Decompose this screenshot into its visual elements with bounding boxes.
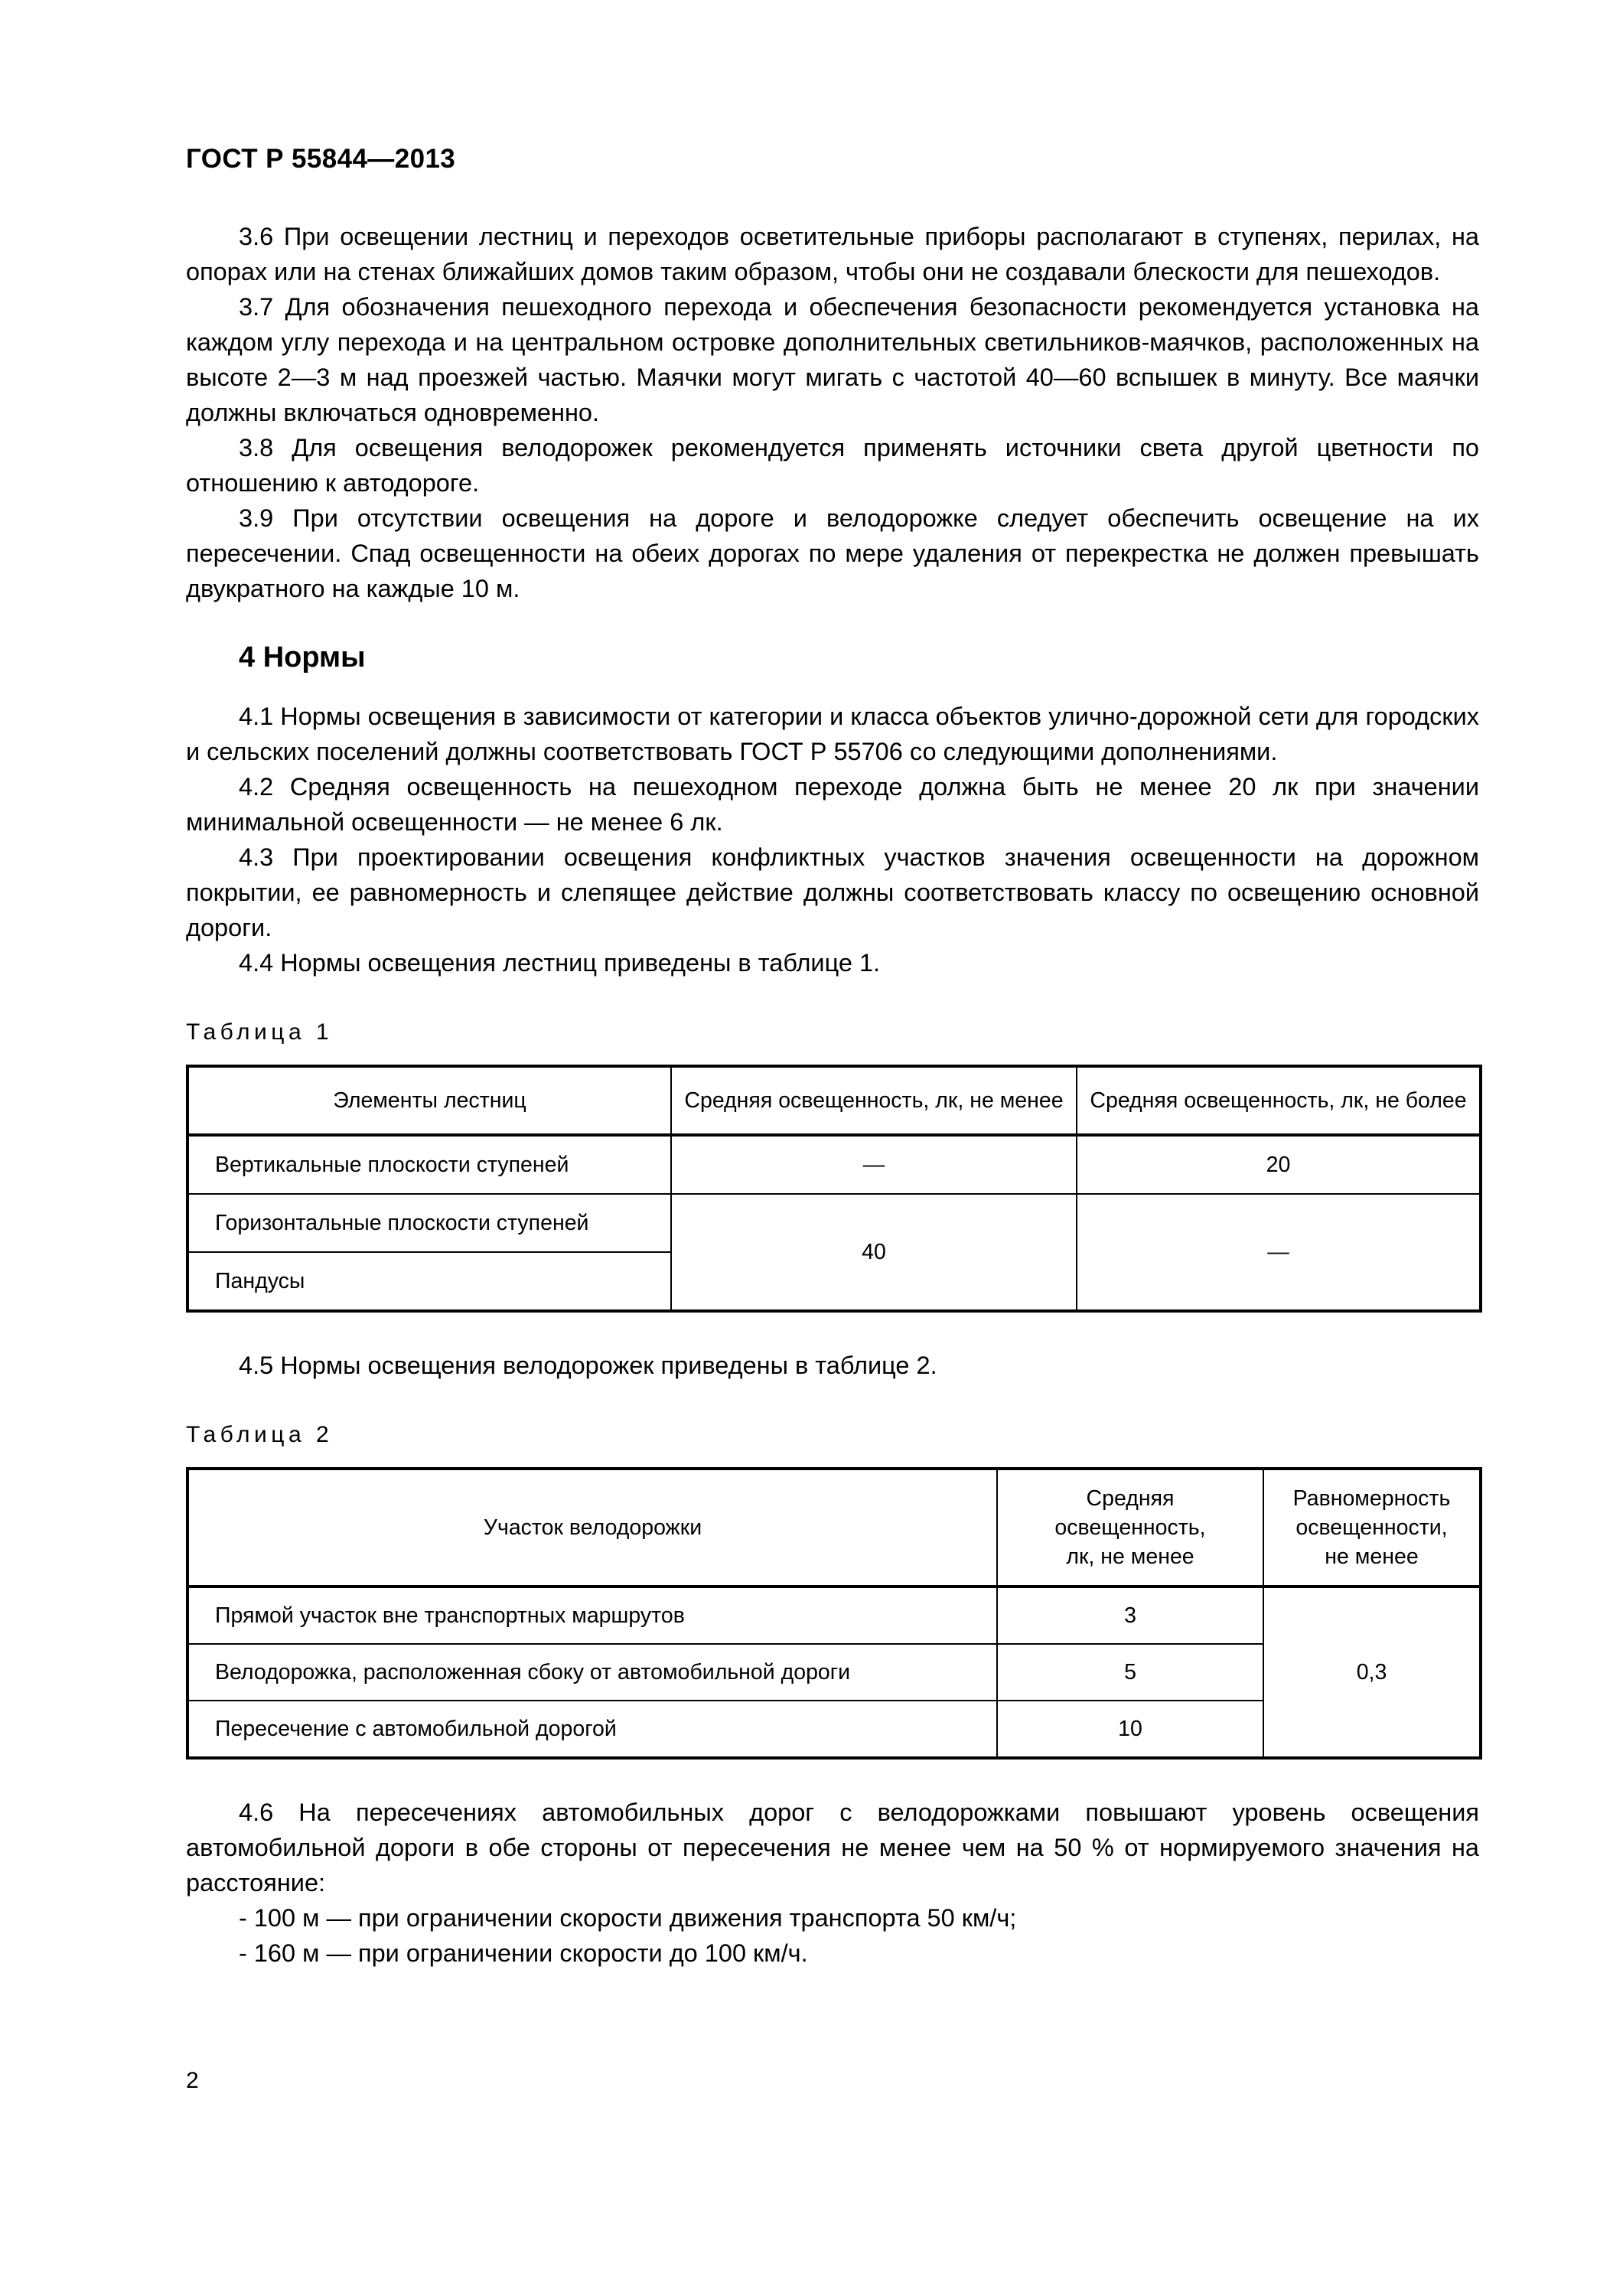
page-number: 2 <box>186 2068 199 2093</box>
table-2-caption: Таблица 2 <box>186 1422 334 1447</box>
document-header: ГОСТ Р 55844—2013 <box>186 144 456 174</box>
spacer <box>186 1452 1479 1467</box>
table-2-row-2-avg: 10 <box>997 1701 1263 1758</box>
paragraph-3-6: 3.6 При освещении лестниц и переходов осветительные приборы располагают в ступенях, перилах, на опорах или на стенах ближайших домов таким образом, чтобы они не создавали блескости для пешеходов. <box>186 223 1479 285</box>
table-row <box>187 1135 1481 1194</box>
table-stairs-lighting-norms <box>186 1065 1482 1313</box>
spacer <box>186 1760 1479 1795</box>
paragraph-4-3: 4.3 При проектировании освещения конфликтных участков значения освещенности на дорожном покрытии, ее равномерность и слепящее действие должны соответствовать классу по освещению основной дороги. <box>186 843 1479 941</box>
table-2-row-2-label: Пересечение с автомобильной дорогой <box>187 1701 997 1758</box>
paragraph-4-1: 4.1 Нормы освещения в зависимости от категории и класса объектов улично-дорожной сети для городских и сельских поселений должны соответствовать ГОСТ Р 55706 со следующими дополнениями. <box>186 703 1479 765</box>
table-row <box>187 1587 1481 1644</box>
table-row <box>187 1194 1481 1252</box>
table-2-header-uniformity <box>1263 1469 1481 1587</box>
table-1-row-0-max: 20 <box>1077 1135 1481 1194</box>
paragraph-4-4: 4.4 Нормы освещения лестниц приведены в таблице 1. <box>239 949 881 977</box>
spacer <box>186 606 1479 641</box>
spacer <box>186 980 1479 1016</box>
table-header-row <box>187 1066 1481 1135</box>
paragraph-4-2: 4.2 Средняя освещенность на пешеходном переходе должна быть не менее 20 лк при значении минимальной освещенности — не менее 6 лк. <box>186 773 1479 836</box>
table-2-header-uniformity-line1: Равномерность <box>1292 1486 1451 1511</box>
table-2-header-avg-line1: Средняя освещенность, <box>1054 1486 1206 1540</box>
table-1-header-min: Средняя освещенность, лк, не менее <box>671 1066 1077 1135</box>
paragraph-3-8: 3.8 Для освещения велодорожек рекомендуется применять источники света другой цветности по отношению к автодороге. <box>186 434 1479 497</box>
table-2-row-0-label: Прямой участок вне транспортных маршрутов <box>187 1587 997 1644</box>
spacer <box>186 674 1479 699</box>
table-2-header-avg-line2: лк, не менее <box>1066 1544 1194 1569</box>
table-2-header-uniformity-line3: не менее <box>1325 1544 1419 1569</box>
paragraph-4-5: 4.5 Нормы освещения велодорожек приведены в таблице 2. <box>239 1352 937 1379</box>
table-bikepath-lighting-norms <box>186 1467 1482 1760</box>
table-2-row-1-label: Велодорожка, расположенная сбоку от автомобильной дороги <box>187 1644 997 1701</box>
table-1-header-elements: Элементы лестниц <box>187 1066 671 1135</box>
table-1-row-1-min: 40 <box>671 1194 1077 1311</box>
table-1-row-2-label: Пандусы <box>187 1252 671 1311</box>
dash-item-160m: - 160 м — при ограничении скорости до 100 км/ч. <box>239 1939 808 1967</box>
table-2-header-avg <box>997 1469 1263 1587</box>
table-1-row-0-min: — <box>671 1135 1077 1194</box>
table-1-row-0-label: Вертикальные плоскости ступеней <box>187 1135 671 1194</box>
table-1-row-1-max: — <box>1077 1194 1481 1311</box>
table-1-caption: Таблица 1 <box>186 1019 334 1045</box>
table-2-header-uniformity-line2: освещенности, <box>1295 1515 1448 1540</box>
document-body <box>186 219 1479 1971</box>
paragraph-3-9: 3.9 При отсутствии освещения на дороге и велодорожке следует обеспечить освещение на их пересечении. Спад освещенности на обеих дорогах по мере удаления от перекрестка не должен превышать двукратного на каждые 10 м. <box>186 504 1479 602</box>
table-2-row-0-avg: 3 <box>997 1587 1263 1644</box>
paragraph-4-6: 4.6 На пересечениях автомобильных дорог с велодорожками повышают уровень освещения автомобильной дороги в обе стороны от пересечения не менее чем на 50 % от нормируемого значения на расстояние: <box>186 1799 1479 1896</box>
section-heading-4: 4 Нормы <box>239 641 366 673</box>
dash-item-100m: - 100 м — при ограничении скорости движения транспорта 50 км/ч; <box>239 1904 1017 1932</box>
table-2-row-1-avg: 5 <box>997 1644 1263 1701</box>
table-2-uniformity-value: 0,3 <box>1263 1587 1481 1758</box>
table-2-header-section: Участок велодорожки <box>187 1469 997 1587</box>
paragraph-3-7: 3.7 Для обозначения пешеходного перехода и обеспечения безопасности рекомендуется установка на каждом углу перехода и на центральном островке дополнительных светильников-маячков, расположенных на высоте 2—3 м над проезжей частью. Маячки могут мигать с частотой 40—60 вспышек в минуту. Все маячки должны включаться одновременно. <box>186 293 1479 426</box>
spacer <box>186 1049 1479 1065</box>
table-header-row <box>187 1469 1481 1587</box>
spacer <box>186 1313 1479 1348</box>
table-1-row-1-label: Горизонтальные плоскости ступеней <box>187 1194 671 1252</box>
table-1-header-max: Средняя освещенность, лк, не более <box>1077 1066 1481 1135</box>
spacer <box>186 1383 1479 1418</box>
